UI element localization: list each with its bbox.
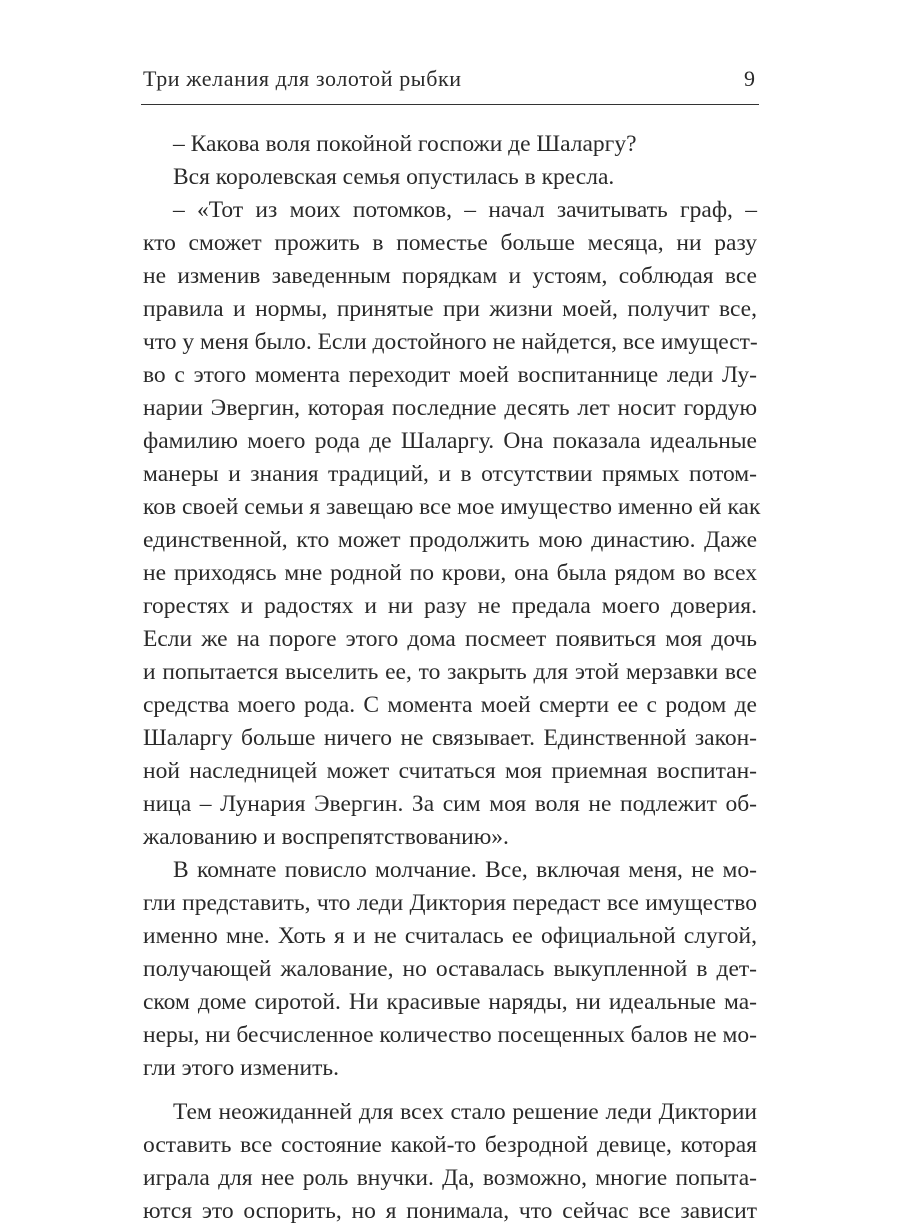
page-number: 9: [744, 66, 755, 91]
text-line: что у меня было. Если достойного не найдется, все имущест-: [143, 329, 758, 355]
body-text: [143, 128, 761, 1228]
text-line: ница – Лунария Эвергин. За сим моя воля не подлежит об-: [143, 791, 757, 817]
text-line: – «Тот из моих потомков, – начал зачитывать граф, –: [173, 197, 757, 223]
text-line: ском доме сиротой. Ни красивые наряды, ни идеальные ма-: [143, 989, 757, 1015]
paragraph: [143, 1096, 757, 1228]
text-line: кто сможет прожить в поместье больше месяца, ни разу: [143, 230, 757, 256]
text-line: во с этого момента переходит моей воспитаннице леди Лу-: [143, 362, 757, 388]
text-line: ков своей семьи я завещаю все мое имущество именно ей как: [143, 494, 761, 520]
text-line: единственной, кто может продолжить мою династию. Даже: [143, 527, 757, 553]
paragraph: [143, 128, 757, 161]
text-line: манеры и знания традиций, и в отсутствии прямых потом-: [143, 461, 757, 487]
text-line: не изменив заведенным порядкам и устоям, соблюдая все: [143, 263, 757, 289]
paragraph: [143, 161, 757, 194]
running-head-title: Три желания для золотой рыбки: [143, 66, 462, 91]
text-line: играла для нее роль внучки. Да, возможно, многие попыта-: [143, 1165, 757, 1191]
text-line: гли этого изменить.: [143, 1055, 339, 1081]
text-line: жалованию и воспрепятствованию».: [143, 824, 509, 850]
text-line: гли представить, что леди Диктория передаст все имущество: [143, 890, 757, 916]
text-line: – Какова воля покойной госпожи де Шаларгу?: [173, 131, 637, 157]
text-line: неры, ни бесчисленное количество посещенных балов не мо-: [143, 1022, 758, 1048]
text-line: фамилию моего рода де Шаларгу. Она показала идеальные: [143, 428, 757, 454]
text-line: Тем неожиданней для всех стало решение леди Диктории: [173, 1099, 757, 1125]
text-line: получающей жалование, но оставалась выкупленной в дет-: [143, 956, 757, 982]
text-line: не приходясь мне родной по крови, она была рядом во всех: [143, 560, 757, 586]
text-line: ются это оспорить, но я понимала, что сейчас все зависит: [143, 1198, 757, 1224]
header-rule: [141, 104, 759, 105]
running-head: [143, 66, 757, 98]
text-line: и попытается выселить ее, то закрыть для этой мерзавки все: [143, 659, 757, 685]
text-line: Если же на пороге этого дома посмеет появиться моя дочь: [143, 626, 757, 652]
paragraph: [143, 194, 761, 854]
text-line: В комнате повисло молчание. Все, включая меня, не мо-: [173, 857, 757, 883]
text-line: нарии Эвергин, которая последние десять лет носит гордую: [143, 395, 757, 421]
paragraph: [143, 854, 757, 1085]
text-line: оставить все состояние какой-то безродной девице, которая: [143, 1132, 757, 1158]
text-line: средства моего рода. С момента моей смерти ее с родом де: [143, 692, 757, 718]
text-line: Вся королевская семья опустилась в кресла.: [173, 164, 615, 190]
text-line: ной наследницей может считаться моя приемная воспитан-: [143, 758, 757, 784]
text-line: горестях и радостях и ни разу не предала моего доверия.: [143, 593, 757, 619]
text-line: именно мне. Хоть я и не считалась ее официальной слугой,: [143, 923, 757, 949]
text-line: правила и нормы, принятые при жизни моей, получит все,: [143, 296, 757, 322]
text-line: Шаларгу больше ничего не связывает. Единственной закон-: [143, 725, 757, 751]
